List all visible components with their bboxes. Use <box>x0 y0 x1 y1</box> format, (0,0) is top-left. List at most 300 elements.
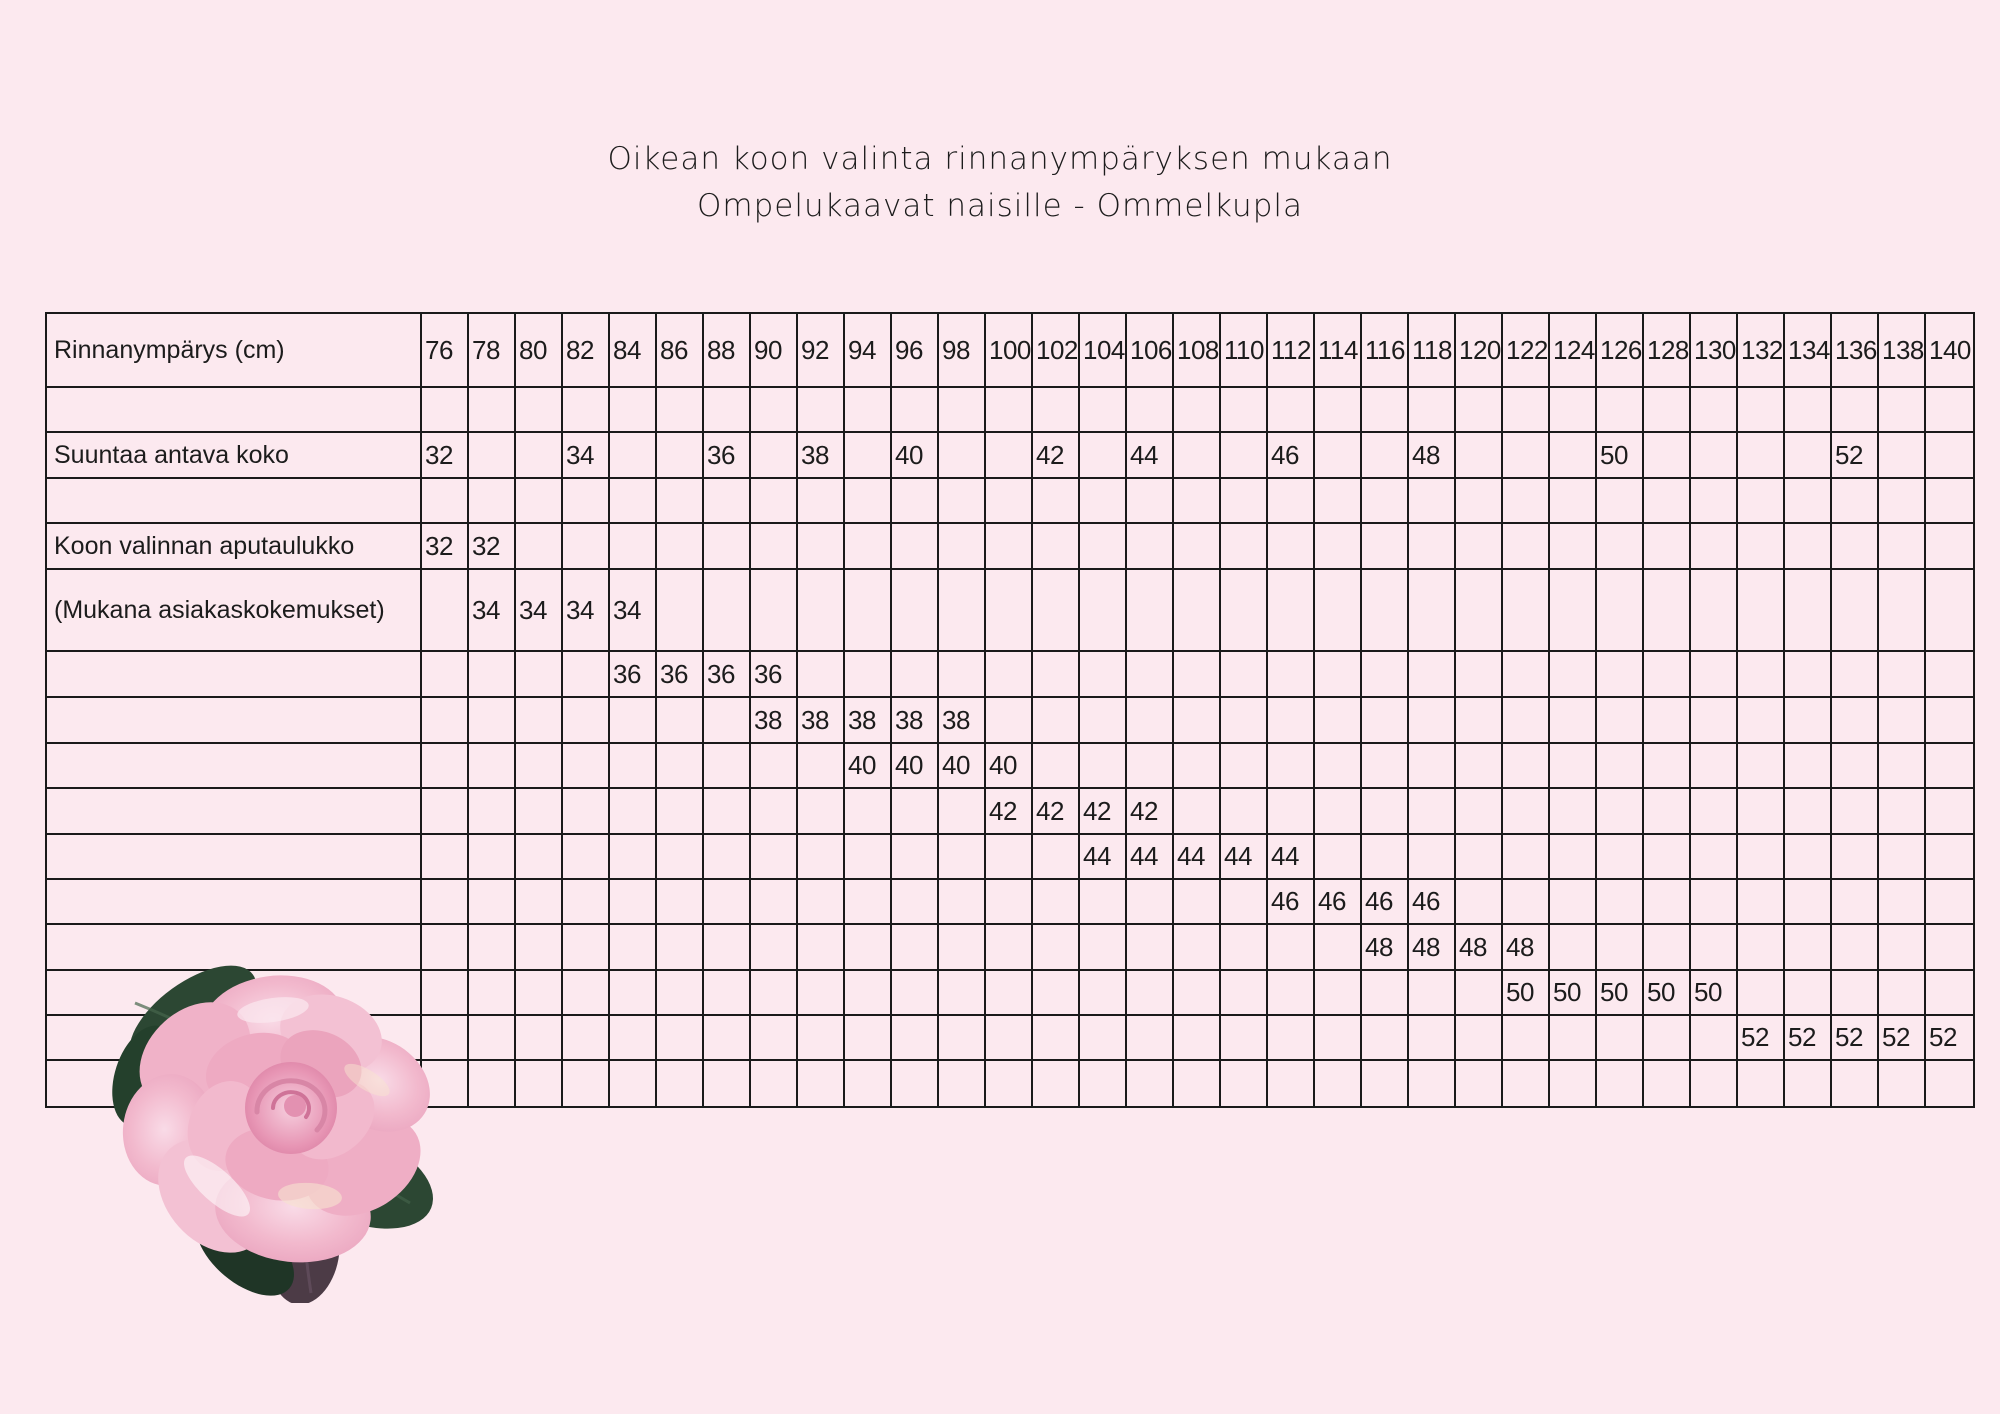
cell-aputaulukko-48-92 <box>798 925 845 969</box>
cell-aputaulukko-36-80 <box>516 652 563 696</box>
cell-aputaulukko-38-100 <box>986 698 1033 742</box>
cell-bust-header-76: 76 <box>422 314 469 386</box>
cell-bust-header-124: 124 <box>1550 314 1597 386</box>
cell-spacer-1-138 <box>1879 388 1926 431</box>
cell-aputaulukko-36-110 <box>1221 652 1268 696</box>
cell-aputaulukko-48-108 <box>1174 925 1221 969</box>
cell-aputaulukko-52-122 <box>1503 1016 1550 1059</box>
cell-aputaulukko-32-140 <box>1926 524 1973 568</box>
cell-spacer-1-114 <box>1315 388 1362 431</box>
cell-aputaulukko-44-108: 44 <box>1174 835 1221 878</box>
cell-aputaulukko-32-106 <box>1127 524 1174 568</box>
cell-aputaulukko-36-96 <box>892 652 939 696</box>
cell-aputaulukko-32-80 <box>516 524 563 568</box>
cell-aputaulukko-32-126 <box>1597 524 1644 568</box>
table-row-aputaulukko-48 <box>47 925 1973 971</box>
cell-aputaulukko-46-82 <box>563 880 610 923</box>
cell-aputaulukko-46-106 <box>1127 880 1174 923</box>
cell-aputaulukko-52-100 <box>986 1016 1033 1059</box>
cell-aputaulukko-40-94: 40 <box>845 744 892 787</box>
cell-spacer-bottom-138 <box>1879 1061 1926 1106</box>
cell-aputaulukko-36-104 <box>1080 652 1127 696</box>
cell-spacer-2-128 <box>1644 479 1691 522</box>
cell-spacer-1-108 <box>1174 388 1221 431</box>
cell-aputaulukko-34-124 <box>1550 570 1597 650</box>
cell-aputaulukko-46-80 <box>516 880 563 923</box>
cell-aputaulukko-38-134 <box>1785 698 1832 742</box>
cell-aputaulukko-52-116 <box>1362 1016 1409 1059</box>
cell-spacer-1-134 <box>1785 388 1832 431</box>
cell-suuntaa-antava-koko-98 <box>939 433 986 477</box>
cell-aputaulukko-52-92 <box>798 1016 845 1059</box>
cell-aputaulukko-36-136 <box>1832 652 1879 696</box>
cell-aputaulukko-46-84 <box>610 880 657 923</box>
cell-aputaulukko-32-108 <box>1174 524 1221 568</box>
cell-bust-header-112: 112 <box>1268 314 1315 386</box>
cell-aputaulukko-52-134: 52 <box>1785 1016 1832 1059</box>
cell-aputaulukko-46-118: 46 <box>1409 880 1456 923</box>
cell-suuntaa-antava-koko-132 <box>1738 433 1785 477</box>
cell-aputaulukko-32-98 <box>939 524 986 568</box>
title-line-1: Oikean koon valinta rinnanympäryksen mukaan <box>607 141 1393 177</box>
cell-aputaulukko-42-104: 42 <box>1080 789 1127 833</box>
cell-suuntaa-antava-koko-122 <box>1503 433 1550 477</box>
cell-aputaulukko-46-88 <box>704 880 751 923</box>
cell-spacer-1-100 <box>986 388 1033 431</box>
cell-aputaulukko-50-122: 50 <box>1503 971 1550 1014</box>
cell-aputaulukko-38-108 <box>1174 698 1221 742</box>
cell-aputaulukko-42-96 <box>892 789 939 833</box>
cell-aputaulukko-52-94 <box>845 1016 892 1059</box>
cell-spacer-2-100 <box>986 479 1033 522</box>
table-row-suuntaa-antava-koko <box>47 433 1973 479</box>
cell-aputaulukko-52-90 <box>751 1016 798 1059</box>
cell-bust-header-104: 104 <box>1080 314 1127 386</box>
cell-aputaulukko-38-126 <box>1597 698 1644 742</box>
cell-aputaulukko-34-126 <box>1597 570 1644 650</box>
cell-aputaulukko-44-112: 44 <box>1268 835 1315 878</box>
cell-aputaulukko-32-120 <box>1456 524 1503 568</box>
cell-aputaulukko-46-140 <box>1926 880 1973 923</box>
cell-aputaulukko-50-76 <box>422 971 469 1014</box>
cell-suuntaa-antava-koko-94 <box>845 433 892 477</box>
cell-aputaulukko-38-128 <box>1644 698 1691 742</box>
cell-aputaulukko-32-94 <box>845 524 892 568</box>
cell-spacer-bottom-76 <box>422 1061 469 1106</box>
cell-aputaulukko-50-136 <box>1832 971 1879 1014</box>
cell-aputaulukko-40-84 <box>610 744 657 787</box>
cell-aputaulukko-44-98 <box>939 835 986 878</box>
cell-aputaulukko-34-138 <box>1879 570 1926 650</box>
cell-bust-header-80: 80 <box>516 314 563 386</box>
cell-aputaulukko-44-84 <box>610 835 657 878</box>
cell-aputaulukko-50-132 <box>1738 971 1785 1014</box>
cell-spacer-2-134 <box>1785 479 1832 522</box>
cell-aputaulukko-38-132 <box>1738 698 1785 742</box>
cell-spacer-bottom-118 <box>1409 1061 1456 1106</box>
cell-bust-header-132: 132 <box>1738 314 1785 386</box>
cell-aputaulukko-36-102 <box>1033 652 1080 696</box>
cell-aputaulukko-44-106: 44 <box>1127 835 1174 878</box>
cell-aputaulukko-48-82 <box>563 925 610 969</box>
cell-aputaulukko-48-78 <box>469 925 516 969</box>
cell-spacer-1-118 <box>1409 388 1456 431</box>
cell-spacer-1-124 <box>1550 388 1597 431</box>
cell-bust-header-98: 98 <box>939 314 986 386</box>
cell-aputaulukko-34-100 <box>986 570 1033 650</box>
cell-spacer-1-102 <box>1033 388 1080 431</box>
cell-aputaulukko-34-76 <box>422 570 469 650</box>
cell-aputaulukko-42-100: 42 <box>986 789 1033 833</box>
cell-aputaulukko-36-112 <box>1268 652 1315 696</box>
cell-aputaulukko-46-78 <box>469 880 516 923</box>
cell-bust-header-90: 90 <box>751 314 798 386</box>
cell-aputaulukko-36-132 <box>1738 652 1785 696</box>
cell-aputaulukko-38-90: 38 <box>751 698 798 742</box>
cell-aputaulukko-36-82 <box>563 652 610 696</box>
cell-aputaulukko-46-98 <box>939 880 986 923</box>
cell-aputaulukko-36-128 <box>1644 652 1691 696</box>
cell-aputaulukko-50-88 <box>704 971 751 1014</box>
row-label-aputaulukko-46 <box>47 880 422 923</box>
cell-spacer-1-76 <box>422 388 469 431</box>
cell-aputaulukko-34-90 <box>751 570 798 650</box>
cell-bust-header-110: 110 <box>1221 314 1268 386</box>
cell-aputaulukko-52-106 <box>1127 1016 1174 1059</box>
cell-suuntaa-antava-koko-136: 52 <box>1832 433 1879 477</box>
cell-aputaulukko-52-136: 52 <box>1832 1016 1879 1059</box>
cell-spacer-bottom-110 <box>1221 1061 1268 1106</box>
cell-aputaulukko-42-120 <box>1456 789 1503 833</box>
cell-spacer-bottom-96 <box>892 1061 939 1106</box>
cell-aputaulukko-50-128: 50 <box>1644 971 1691 1014</box>
cell-suuntaa-antava-koko-90 <box>751 433 798 477</box>
cell-aputaulukko-40-128 <box>1644 744 1691 787</box>
cell-aputaulukko-46-92 <box>798 880 845 923</box>
cell-aputaulukko-34-114 <box>1315 570 1362 650</box>
cell-aputaulukko-36-130 <box>1691 652 1738 696</box>
cell-spacer-1-88 <box>704 388 751 431</box>
cell-spacer-2-106 <box>1127 479 1174 522</box>
cell-aputaulukko-32-118 <box>1409 524 1456 568</box>
table-row-aputaulukko-42 <box>47 789 1973 835</box>
cell-aputaulukko-50-102 <box>1033 971 1080 1014</box>
cell-aputaulukko-48-106 <box>1127 925 1174 969</box>
cell-spacer-1-112 <box>1268 388 1315 431</box>
cell-aputaulukko-38-84 <box>610 698 657 742</box>
cell-spacer-bottom-124 <box>1550 1061 1597 1106</box>
cell-aputaulukko-46-130 <box>1691 880 1738 923</box>
cell-aputaulukko-34-122 <box>1503 570 1550 650</box>
cell-aputaulukko-46-122 <box>1503 880 1550 923</box>
cell-spacer-1-132 <box>1738 388 1785 431</box>
cell-aputaulukko-42-102: 42 <box>1033 789 1080 833</box>
cell-aputaulukko-38-122 <box>1503 698 1550 742</box>
cell-spacer-bottom-128 <box>1644 1061 1691 1106</box>
cell-aputaulukko-44-126 <box>1597 835 1644 878</box>
cell-spacer-2-124 <box>1550 479 1597 522</box>
cell-aputaulukko-44-76 <box>422 835 469 878</box>
cell-aputaulukko-52-80 <box>516 1016 563 1059</box>
cell-spacer-2-140 <box>1926 479 1973 522</box>
cell-aputaulukko-48-140 <box>1926 925 1973 969</box>
cell-aputaulukko-44-100 <box>986 835 1033 878</box>
table-row-aputaulukko-44 <box>47 835 1973 880</box>
cell-aputaulukko-48-98 <box>939 925 986 969</box>
cell-spacer-2-92 <box>798 479 845 522</box>
cell-aputaulukko-38-136 <box>1832 698 1879 742</box>
cell-aputaulukko-32-100 <box>986 524 1033 568</box>
cell-aputaulukko-52-78 <box>469 1016 516 1059</box>
cell-spacer-bottom-114 <box>1315 1061 1362 1106</box>
row-label-aputaulukko-40 <box>47 744 422 787</box>
cell-aputaulukko-36-138 <box>1879 652 1926 696</box>
cell-spacer-bottom-130 <box>1691 1061 1738 1106</box>
cell-aputaulukko-42-122 <box>1503 789 1550 833</box>
cell-spacer-bottom-92 <box>798 1061 845 1106</box>
cell-aputaulukko-36-90: 36 <box>751 652 798 696</box>
cell-aputaulukko-36-140 <box>1926 652 1973 696</box>
cell-spacer-bottom-88 <box>704 1061 751 1106</box>
cell-bust-header-116: 116 <box>1362 314 1409 386</box>
cell-aputaulukko-46-110 <box>1221 880 1268 923</box>
cell-aputaulukko-38-140 <box>1926 698 1973 742</box>
cell-aputaulukko-44-110: 44 <box>1221 835 1268 878</box>
cell-bust-header-102: 102 <box>1033 314 1080 386</box>
cell-aputaulukko-40-122 <box>1503 744 1550 787</box>
cell-aputaulukko-34-88 <box>704 570 751 650</box>
cell-aputaulukko-46-90 <box>751 880 798 923</box>
cell-aputaulukko-40-108 <box>1174 744 1221 787</box>
cell-bust-header-122: 122 <box>1503 314 1550 386</box>
row-label-bust-header: Rinnanympärys (cm) <box>47 314 422 386</box>
cell-aputaulukko-50-134 <box>1785 971 1832 1014</box>
row-label-aputaulukko-32: Koon valinnan aputaulukko <box>47 524 422 568</box>
cell-aputaulukko-46-138 <box>1879 880 1926 923</box>
cell-suuntaa-antava-koko-106: 44 <box>1127 433 1174 477</box>
cell-spacer-1-120 <box>1456 388 1503 431</box>
row-label-spacer-bottom <box>47 1061 422 1106</box>
cell-aputaulukko-46-112: 46 <box>1268 880 1315 923</box>
cell-spacer-2-122 <box>1503 479 1550 522</box>
cell-spacer-bottom-136 <box>1832 1061 1879 1106</box>
cell-aputaulukko-38-102 <box>1033 698 1080 742</box>
cell-aputaulukko-46-136 <box>1832 880 1879 923</box>
cell-aputaulukko-34-116 <box>1362 570 1409 650</box>
cell-aputaulukko-46-94 <box>845 880 892 923</box>
cell-aputaulukko-46-104 <box>1080 880 1127 923</box>
cell-aputaulukko-32-130 <box>1691 524 1738 568</box>
cell-aputaulukko-48-112 <box>1268 925 1315 969</box>
cell-aputaulukko-42-126 <box>1597 789 1644 833</box>
cell-bust-header-134: 134 <box>1785 314 1832 386</box>
cell-aputaulukko-46-114: 46 <box>1315 880 1362 923</box>
cell-aputaulukko-50-126: 50 <box>1597 971 1644 1014</box>
cell-aputaulukko-38-88 <box>704 698 751 742</box>
cell-aputaulukko-40-138 <box>1879 744 1926 787</box>
cell-aputaulukko-52-88 <box>704 1016 751 1059</box>
cell-bust-header-118: 118 <box>1409 314 1456 386</box>
row-label-aputaulukko-48 <box>47 925 422 969</box>
cell-aputaulukko-52-140: 52 <box>1929 1022 1957 1052</box>
cell-aputaulukko-42-98 <box>939 789 986 833</box>
cell-spacer-2-76 <box>422 479 469 522</box>
cell-aputaulukko-32-124 <box>1550 524 1597 568</box>
cell-spacer-2-90 <box>751 479 798 522</box>
cell-aputaulukko-36-94 <box>845 652 892 696</box>
cell-suuntaa-antava-koko-126: 50 <box>1597 433 1644 477</box>
cell-spacer-2-114 <box>1315 479 1362 522</box>
cell-bust-header-82: 82 <box>563 314 610 386</box>
cell-suuntaa-antava-koko-78 <box>469 433 516 477</box>
cell-aputaulukko-44-122 <box>1503 835 1550 878</box>
cell-aputaulukko-52-96 <box>892 1016 939 1059</box>
cell-suuntaa-antava-koko-114 <box>1315 433 1362 477</box>
cell-aputaulukko-46-126 <box>1597 880 1644 923</box>
table-row-aputaulukko-38 <box>47 698 1973 744</box>
cell-aputaulukko-40-78 <box>469 744 516 787</box>
cell-aputaulukko-48-122: 48 <box>1503 925 1550 969</box>
cell-aputaulukko-42-114 <box>1315 789 1362 833</box>
cell-suuntaa-antava-koko-102: 42 <box>1033 433 1080 477</box>
cell-spacer-bottom-132 <box>1738 1061 1785 1106</box>
cell-aputaulukko-44-114 <box>1315 835 1362 878</box>
cell-aputaulukko-46-100 <box>986 880 1033 923</box>
cell-aputaulukko-32-84 <box>610 524 657 568</box>
cell-aputaulukko-44-118 <box>1409 835 1456 878</box>
cell-spacer-bottom-104 <box>1080 1061 1127 1106</box>
cell-spacer-bottom-126 <box>1597 1061 1644 1106</box>
row-label-aputaulukko-52 <box>47 1016 422 1059</box>
cell-aputaulukko-50-86 <box>657 971 704 1014</box>
cell-aputaulukko-40-140 <box>1926 744 1973 787</box>
cell-bust-header-126: 126 <box>1597 314 1644 386</box>
cell-spacer-1-106 <box>1127 388 1174 431</box>
cell-aputaulukko-40-110 <box>1221 744 1268 787</box>
cell-aputaulukko-38-82 <box>563 698 610 742</box>
cell-aputaulukko-40-102 <box>1033 744 1080 787</box>
cell-aputaulukko-42-130 <box>1691 789 1738 833</box>
cell-suuntaa-antava-koko-134 <box>1785 433 1832 477</box>
cell-aputaulukko-40-82 <box>563 744 610 787</box>
cell-aputaulukko-32-128 <box>1644 524 1691 568</box>
cell-bust-header-86: 86 <box>657 314 704 386</box>
cell-aputaulukko-52-126 <box>1597 1016 1644 1059</box>
cell-aputaulukko-32-138 <box>1879 524 1926 568</box>
cell-spacer-1-84 <box>610 388 657 431</box>
cell-aputaulukko-32-136 <box>1832 524 1879 568</box>
cell-aputaulukko-46-86 <box>657 880 704 923</box>
cell-aputaulukko-44-128 <box>1644 835 1691 878</box>
cell-aputaulukko-34-110 <box>1221 570 1268 650</box>
cell-aputaulukko-44-116 <box>1362 835 1409 878</box>
cell-aputaulukko-50-138 <box>1879 971 1926 1014</box>
cell-aputaulukko-40-92 <box>798 744 845 787</box>
cell-aputaulukko-48-128 <box>1644 925 1691 969</box>
cell-aputaulukko-46-132 <box>1738 880 1785 923</box>
cell-aputaulukko-38-80 <box>516 698 563 742</box>
cell-spacer-1-94 <box>845 388 892 431</box>
cell-bust-header-136: 136 <box>1832 314 1879 386</box>
cell-aputaulukko-40-126 <box>1597 744 1644 787</box>
cell-spacer-2-86 <box>657 479 704 522</box>
cell-aputaulukko-32-112 <box>1268 524 1315 568</box>
cell-aputaulukko-48-124 <box>1550 925 1597 969</box>
cell-aputaulukko-40-100: 40 <box>986 744 1033 787</box>
cell-aputaulukko-32-88 <box>704 524 751 568</box>
cell-aputaulukko-34-106 <box>1127 570 1174 650</box>
cell-aputaulukko-32-122 <box>1503 524 1550 568</box>
cell-aputaulukko-52-132: 52 <box>1738 1016 1785 1059</box>
cell-aputaulukko-52-84 <box>610 1016 657 1059</box>
cell-spacer-2-98 <box>939 479 986 522</box>
cell-aputaulukko-52-98 <box>939 1016 986 1059</box>
cell-bust-header-100: 100 <box>986 314 1033 386</box>
cell-spacer-1-116 <box>1362 388 1409 431</box>
cell-suuntaa-antava-koko-80 <box>516 433 563 477</box>
cell-spacer-bottom-102 <box>1033 1061 1080 1106</box>
cell-aputaulukko-44-82 <box>563 835 610 878</box>
cell-aputaulukko-38-112 <box>1268 698 1315 742</box>
cell-aputaulukko-44-134 <box>1785 835 1832 878</box>
cell-suuntaa-antava-koko-130 <box>1691 433 1738 477</box>
cell-aputaulukko-48-110 <box>1221 925 1268 969</box>
cell-aputaulukko-40-130 <box>1691 744 1738 787</box>
cell-aputaulukko-40-90 <box>751 744 798 787</box>
cell-suuntaa-antava-koko-86 <box>657 433 704 477</box>
cell-spacer-1-90 <box>751 388 798 431</box>
cell-spacer-2-104 <box>1080 479 1127 522</box>
cell-bust-header-84: 84 <box>610 314 657 386</box>
cell-aputaulukko-46-102 <box>1033 880 1080 923</box>
cell-aputaulukko-50-140 <box>1926 971 1973 1014</box>
row-label-aputaulukko-42 <box>47 789 422 833</box>
cell-aputaulukko-50-114 <box>1315 971 1362 1014</box>
cell-aputaulukko-44-140 <box>1926 835 1973 878</box>
cell-aputaulukko-46-134 <box>1785 880 1832 923</box>
cell-spacer-1-82 <box>563 388 610 431</box>
cell-aputaulukko-34-82: 34 <box>563 570 610 650</box>
table-row-spacer-1 <box>47 388 1973 433</box>
cell-aputaulukko-40-106 <box>1127 744 1174 787</box>
cell-aputaulukko-50-78 <box>469 971 516 1014</box>
cell-aputaulukko-40-112 <box>1268 744 1315 787</box>
cell-spacer-2-136 <box>1832 479 1879 522</box>
cell-aputaulukko-38-96: 38 <box>892 698 939 742</box>
row-label-suuntaa-antava-koko: Suuntaa antava koko <box>47 433 422 477</box>
cell-bust-header-88: 88 <box>704 314 751 386</box>
table-row-aputaulukko-36 <box>47 652 1973 698</box>
cell-aputaulukko-52-102 <box>1033 1016 1080 1059</box>
cell-aputaulukko-34-140 <box>1926 570 1973 650</box>
cell-aputaulukko-50-104 <box>1080 971 1127 1014</box>
cell-aputaulukko-34-80: 34 <box>516 570 563 650</box>
cell-aputaulukko-34-128 <box>1644 570 1691 650</box>
cell-aputaulukko-40-120 <box>1456 744 1503 787</box>
cell-suuntaa-antava-koko-92: 38 <box>798 433 845 477</box>
cell-aputaulukko-34-84: 34 <box>610 570 657 650</box>
cell-aputaulukko-34-118 <box>1409 570 1456 650</box>
cell-aputaulukko-38-92: 38 <box>798 698 845 742</box>
cell-aputaulukko-38-78 <box>469 698 516 742</box>
cell-aputaulukko-36-76 <box>422 652 469 696</box>
cell-aputaulukko-52-118 <box>1409 1016 1456 1059</box>
cell-spacer-1-128 <box>1644 388 1691 431</box>
cell-aputaulukko-42-76 <box>422 789 469 833</box>
cell-aputaulukko-52-86 <box>657 1016 704 1059</box>
cell-aputaulukko-42-132 <box>1738 789 1785 833</box>
cell-bust-header-106: 106 <box>1127 314 1174 386</box>
